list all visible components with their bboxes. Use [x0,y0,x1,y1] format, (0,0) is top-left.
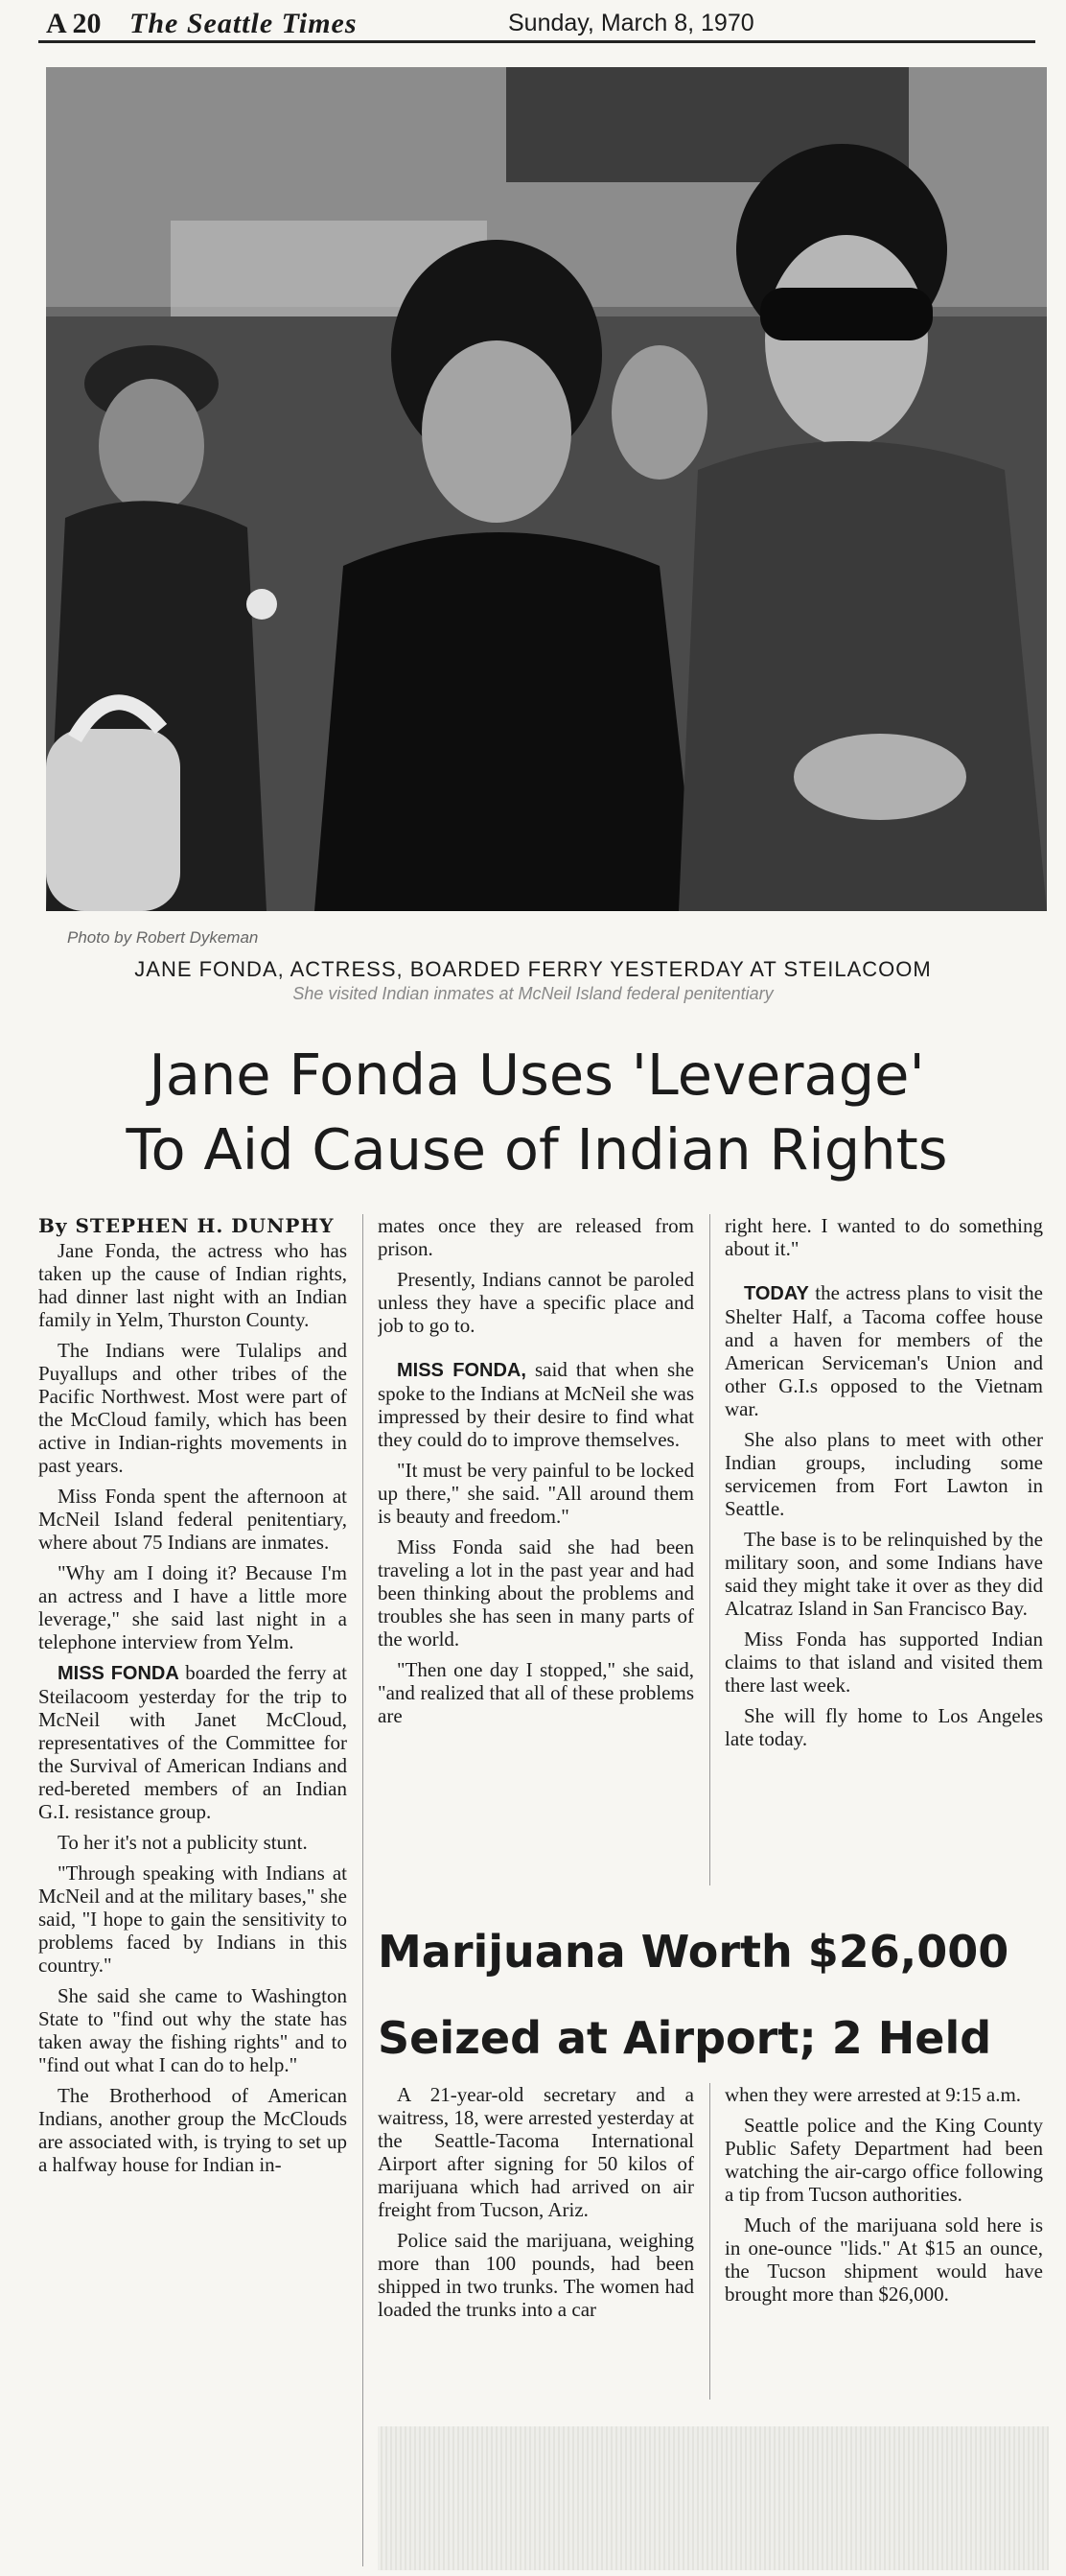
paragraph: Seattle police and the King County Public Safety Department had been watching the air-cargo office following a tip from Tucson authorities. [725,2114,1043,2206]
paragraph-text: the actress plans to visit the Shelter Half, a Tacoma coffee house and a haven for members of the American Serviceman's Union and other G.I.s opposed to the Vietnam war. [725,1281,1043,1420]
paragraph: "Through speaking with Indians at McNeil and at the military bases," she said, "I hope to gain the sensitivity to problems faced by Indians in this country." [38,1862,347,1977]
secondary-headline [378,1909,1049,2081]
article2-column-1 [378,2083,694,2400]
photo-illustration [46,67,1047,911]
page-folio [38,8,1035,43]
paragraph: To her it's not a publicity stunt. [58,1831,308,1854]
photo-subcaption: She visited Indian inmates at McNeil Island federal penitentiary [292,984,774,1003]
paragraph: Miss Fonda has supported Indian claims to that island and visited them there last week. [725,1628,1043,1697]
paragraph: Miss Fonda said she had been traveling a lot in the past year and had been thinking about the problems and troubles she has seen in many parts of the world. [378,1535,694,1651]
paragraph [378,1358,694,1451]
article-column-1 [38,1239,347,2572]
article-column-2 [378,1214,694,1885]
paragraph: Jane Fonda, the actress who has taken up the cause of Indian rights, had dinner last night with an Indian family in Yelm, Thurston County. [38,1239,347,1331]
paragraph: The Indians were Tulalips and Puyallups and other tribes of the Pacific Northwest. Most were part of the McCloud family, which has been active in Indian-rights movements in past years. [38,1339,347,1477]
photo-caption: JANE FONDA, ACTRESS, BOARDED FERRY YESTERDAY AT STEILACOOM [134,957,932,981]
paragraph: mates once they are released from prison. [378,1214,694,1260]
paragraph-text: boarded the ferry at Steilacoom yesterday for the trip to McNeil with Janet McCloud, representatives of the Committee for the Survival of American Indians and red-bereted members of an Indian G.I. resistance group. [38,1661,347,1823]
headline-line-1: Jane Fonda Uses 'Leverage' [149,1042,925,1108]
paragraph: Much of the marijuana sold here is in one-ounce "lids." At $15 an ounce, the Tucson shipment would have brought more than $26,000. [725,2213,1043,2306]
paragraph: Presently, Indians cannot be paroled unless they have a specific place and job to go to. [378,1268,694,1337]
headline-line-2: To Aid Cause of Indian Rights [126,1116,948,1183]
main-headline [38,1038,1035,1187]
paragraph: when they were arrested at 9:15 a.m. [725,2083,1022,2106]
article-column-3 [725,1214,1043,1885]
paragraph: Miss Fonda spent the afternoon at McNeil Island federal penitentiary, where about 75 Indians are inmates. [38,1485,347,1554]
paragraph: The base is to be relinquished by the military soon, and some Indians have said they might take it over as they did Alcatraz Island in San Francisco Bay. [725,1528,1043,1620]
paragraph [38,1661,347,1823]
paragraph: "It must be very painful to be locked up there," she said. "All around them is beauty and freedom." [378,1459,694,1528]
paragraph: "Then one day I stopped," she said, "and realized that all of these problems are [378,1658,694,1727]
column-rule [709,1214,710,1885]
column-rule [362,1214,363,2566]
paragraph: She also plans to meet with other Indian groups, including some servicemen from Fort Lawton in Seattle. [725,1428,1043,1520]
issue-date: Sunday, March 8, 1970 [508,10,754,36]
headline-line-1: Marijuana Worth $26,000 [378,1926,1009,1978]
paragraph [725,1281,1043,1420]
paragraph: Police said the marijuana, weighing more than 100 pounds, had been shipped in two trunks. The women had loaded the trunks into a car [378,2229,694,2321]
article2-column-2 [725,2083,1043,2400]
news-photo [46,67,1047,911]
paragraph: The Brotherhood of American Indians, another group the McClouds are associated with, is trying to set up a halfway house for Indian in- [38,2084,347,2176]
column-rule [709,2083,710,2400]
lead-in: MISS FONDA, [397,1360,526,1381]
page-number: A 20 [46,8,102,39]
headline-line-2: Seized at Airport; 2 Held [378,2012,992,2064]
paragraph: She said she came to Washington State to "find out why the state has taken away the fishing rights" and to "find out what I can do to help." [38,1984,347,2076]
lead-in: MISS FONDA [58,1663,179,1684]
masthead: The Seattle Times [129,8,358,39]
paragraph: She will fly home to Los Angeles late today. [725,1704,1043,1750]
paragraph-text: said that when she spoke to the Indians at McNeil she was impressed by their desire to find what they could do to improve themselves. [378,1358,694,1451]
lead-in: TODAY [744,1283,809,1304]
byline: By STEPHEN H. DUNPHY [38,1214,335,1237]
photo-credit: Photo by Robert Dykeman [67,928,259,947]
paragraph: "Why am I doing it? Because I'm an actress and I have a little more leverage," she said last night in a telephone interview from Yelm. [38,1561,347,1653]
scan-artifact [378,2426,1049,2570]
paragraph: A 21-year-old secretary and a waitress, 18, were arrested yesterday at the Seattle-Tacoma International Airport after signing for 50 kilos of marijuana which had arrived on air freight from Tucson, Ariz. [378,2083,694,2221]
paragraph: right here. I wanted to do something about it." [725,1214,1043,1260]
